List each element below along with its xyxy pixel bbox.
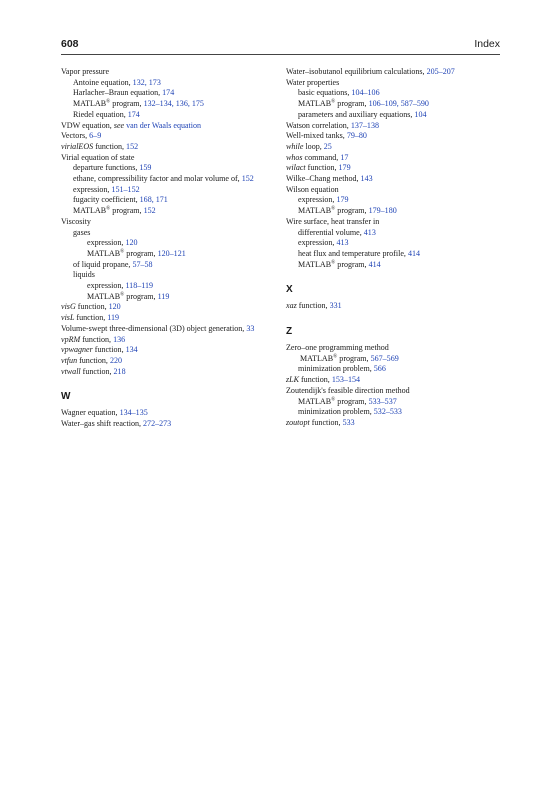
index-subentry (61, 292, 281, 303)
index-entry (61, 356, 281, 367)
entry-term-suffix: function, (75, 302, 109, 312)
page-reference-link[interactable]: 414 (368, 259, 381, 269)
index-subentry (286, 88, 506, 99)
index-subentry (286, 260, 506, 271)
entry-term-suffix: function, (80, 366, 114, 376)
entry-term-suffix: program, (110, 99, 144, 109)
entry-term: Wilson equation (286, 184, 339, 194)
index-subentry (286, 364, 506, 375)
index-entry (286, 386, 506, 397)
registered-mark: ® (120, 291, 125, 298)
entry-term-suffix: program, (335, 206, 369, 216)
entry-term: VDW equation, (61, 120, 114, 130)
entry-term: MATLAB (298, 99, 332, 109)
page-reference-link[interactable]: 152 (126, 141, 139, 151)
index-subentry (286, 110, 506, 121)
index-subentry (61, 185, 281, 196)
page-reference-link[interactable]: 220 (109, 355, 123, 365)
entry-term: xaz (286, 301, 297, 311)
running-header (61, 38, 500, 54)
entry-term-suffix: function, (305, 163, 339, 173)
index-entry (61, 121, 281, 132)
entry-term: visL (61, 313, 75, 323)
page-reference-link[interactable]: 533 (342, 417, 355, 427)
page-reference-link[interactable]: 119 (157, 291, 170, 301)
page-reference-link[interactable]: 137–138 (350, 120, 379, 130)
registered-mark: ® (106, 205, 111, 212)
page-reference-link[interactable]: 174 (162, 88, 175, 98)
entry-term: ethane, compressibility factor and molar volume of, (73, 174, 242, 184)
index-letter-heading: Z (286, 326, 293, 338)
page-reference-link[interactable]: 218 (113, 366, 126, 376)
entry-term-suffix: program, (110, 206, 144, 216)
page-reference-link[interactable]: 118–119 (125, 281, 154, 291)
index-subentry (286, 238, 506, 249)
entry-term: visG (61, 302, 76, 312)
entry-term-suffix: function, (296, 301, 330, 311)
entry-term: Vectors, (61, 131, 90, 141)
page-reference-link[interactable]: 272–273 (143, 419, 172, 429)
entry-term-suffix: function, (309, 417, 343, 427)
entry-term: Zero–one programming method (286, 343, 389, 353)
page-reference-link[interactable]: 57–58 (132, 259, 153, 269)
page-reference-link[interactable]: 153–154 (331, 375, 361, 385)
page-reference-link[interactable]: 179 (338, 163, 351, 173)
entry-term: minimization problem, (298, 407, 374, 417)
entry-term-suffix: program, (124, 248, 158, 258)
index-entry (286, 185, 506, 196)
entry-term: differential volume, (298, 227, 364, 237)
page-reference-link[interactable]: 331 (329, 301, 342, 311)
index-subentry (286, 397, 506, 408)
index-subentry (286, 99, 506, 110)
registered-mark: ® (120, 248, 125, 255)
entry-term: expression, (73, 184, 112, 194)
entry-term: MATLAB (298, 396, 332, 406)
index-subentry (286, 407, 506, 418)
page-reference-link[interactable]: 136 (113, 334, 126, 344)
entry-term: MATLAB (87, 291, 121, 301)
index-entry (61, 131, 281, 142)
entry-term-suffix: program, (337, 353, 371, 363)
page-reference-link[interactable]: 25 (323, 141, 332, 151)
page-reference-link[interactable]: 104–106 (351, 88, 380, 98)
index-subentry (61, 238, 281, 249)
entry-term-suffix: program, (335, 99, 369, 109)
entry-term: fugacity coefficient, (73, 195, 140, 205)
index-entry (61, 345, 281, 356)
index-letter-heading: X (286, 284, 293, 296)
index-subentry (61, 110, 281, 121)
page-reference-link[interactable]: 120 (108, 302, 121, 312)
page-reference-link[interactable]: 152 (143, 206, 156, 216)
entry-term: Zoutendijk's feasible direction method (286, 385, 410, 395)
entry-term-suffix: function, (298, 375, 332, 385)
entry-term: vtwall (61, 366, 81, 376)
index-subentry (286, 354, 506, 365)
index-entry (61, 313, 281, 324)
page-reference-link[interactable]: 152 (241, 174, 254, 184)
entry-term: Water properties (286, 77, 340, 87)
index-entry (286, 217, 506, 228)
page-reference-link[interactable]: 17 (340, 152, 349, 162)
index-entry (286, 121, 506, 132)
entry-term: MATLAB (298, 206, 332, 216)
page-reference-link[interactable]: 532–533 (373, 407, 402, 417)
entry-term: MATLAB (87, 248, 121, 258)
entry-term: whos (286, 152, 303, 162)
page-reference-link[interactable]: 151–152 (111, 184, 140, 194)
page-reference-link[interactable]: 134 (125, 345, 138, 355)
index-subentry (61, 195, 281, 206)
index-entry (61, 67, 281, 78)
page-reference-link[interactable]: 567–569 (370, 353, 399, 363)
index-entry (286, 153, 506, 164)
page-number: 608 (61, 38, 79, 50)
entry-term: Harlacher–Braun equation, (73, 88, 163, 98)
entry-term-suffix: program, (124, 291, 158, 301)
entry-term-suffix: program, (335, 396, 369, 406)
page-reference-link[interactable]: 119 (107, 313, 120, 323)
index-subentry (61, 270, 281, 281)
entry-term: vpRM (61, 334, 81, 344)
index-subentry (61, 163, 281, 174)
entry-term: liquids (73, 270, 95, 280)
index-subentry (61, 249, 281, 260)
page-reference-link[interactable]: 566 (373, 364, 386, 374)
index-entry (286, 131, 506, 142)
registered-mark: ® (331, 258, 336, 265)
entry-term: Well-mixed tanks, (286, 131, 347, 141)
page-reference-link[interactable]: 179 (336, 195, 349, 205)
index-entry (61, 408, 281, 419)
section-title: Index (474, 38, 500, 50)
entry-term: parameters and auxiliary equations, (298, 109, 415, 119)
entry-term: MATLAB (298, 259, 332, 269)
entry-term: Virial equation of state (61, 152, 135, 162)
index-column-right (286, 67, 506, 429)
index-entry (61, 367, 281, 378)
entry-term: Wilke–Chang method, (286, 174, 361, 184)
entry-term-suffix: function, (80, 334, 114, 344)
index-entry (286, 301, 506, 312)
page-reference-link[interactable]: 143 (360, 174, 373, 184)
entry-term-suffix: command, (302, 152, 341, 162)
entry-term: Viscosity (61, 216, 91, 226)
entry-term: expression, (298, 195, 337, 205)
page-reference-link[interactable]: 6–9 (89, 131, 102, 141)
page-reference-link[interactable]: 120 (125, 238, 138, 248)
entry-term: departure functions, (73, 163, 140, 173)
page-reference-link[interactable]: 413 (363, 227, 376, 237)
entry-term: zLK (286, 375, 299, 385)
entry-term-suffix: function, (93, 141, 127, 151)
index-subentry (286, 249, 506, 260)
entry-term: expression, (87, 238, 126, 248)
entry-term: Vapor pressure (61, 67, 110, 76)
entry-term: virialEOS (61, 141, 94, 151)
index-subentry (286, 206, 506, 217)
entry-term: zoutopt (286, 417, 310, 427)
entry-term: basic equations, (298, 88, 352, 98)
index-subentry (61, 174, 281, 185)
entry-term-suffix: program, (335, 259, 369, 269)
page-reference-link[interactable]: 413 (336, 238, 349, 248)
page-reference-link[interactable]: van der Waals equation (126, 120, 202, 130)
index-column-left (61, 67, 281, 430)
index-entry (286, 78, 506, 89)
index-entry (61, 335, 281, 346)
index-entry (61, 419, 281, 430)
page-reference-link[interactable]: 414 (407, 248, 421, 258)
entry-term: Antoine equation, (73, 77, 133, 87)
page-reference-link[interactable]: 168, 171 (139, 195, 168, 205)
entry-term: Water–isobutanol equilibrium calculations, (286, 67, 427, 76)
entry-term: gases (73, 227, 91, 237)
index-entry (286, 142, 506, 153)
index-entry (286, 418, 506, 429)
index-subentry (286, 228, 506, 239)
index-entry (61, 217, 281, 228)
index-entry (61, 302, 281, 313)
entry-term: minimization problem, (298, 364, 374, 374)
index-subentry (61, 88, 281, 99)
index-entry (286, 163, 506, 174)
entry-term: heat flux and temperature profile, (298, 248, 408, 258)
index-entry (286, 67, 506, 78)
page-reference-link[interactable]: 33 (246, 323, 255, 333)
entry-term: expression, (298, 238, 337, 248)
entry-term: vpwagner (61, 345, 93, 355)
entry-term: Volume-swept three-dimensional (3D) object generation, (61, 323, 247, 333)
entry-term-suffix: function, (77, 355, 110, 365)
entry-term: of liquid propane, (73, 259, 133, 269)
registered-mark: ® (331, 205, 336, 212)
index-entry (286, 174, 506, 185)
entry-term: Riedel equation, (73, 109, 128, 119)
page-reference-link[interactable]: 106–109, 587–590 (368, 99, 429, 109)
index-entry (61, 142, 281, 153)
entry-term: while (286, 141, 304, 151)
entry-term: MATLAB (300, 353, 334, 363)
index-letter-heading: W (61, 391, 71, 403)
entry-term: vtfun (61, 355, 78, 365)
registered-mark: ® (331, 395, 336, 402)
entry-term: Wagner equation, (61, 408, 120, 418)
index-subentry (61, 78, 281, 89)
index-subentry (61, 260, 281, 271)
registered-mark: ® (331, 98, 336, 105)
page-reference-link[interactable]: 132, 173 (132, 77, 161, 87)
page-reference-link[interactable]: 174 (127, 109, 140, 119)
page-reference-link[interactable]: 132–134, 136, 175 (143, 99, 204, 109)
page-reference-link[interactable]: 134–135 (119, 408, 148, 418)
see-reference: see (113, 120, 127, 130)
entry-term: Watson correlation, (286, 120, 351, 130)
entry-term: MATLAB (73, 206, 107, 216)
index-subentry (61, 228, 281, 239)
index-entry (286, 343, 506, 354)
index-entry (61, 153, 281, 164)
page-reference-link[interactable]: 120–121 (157, 248, 186, 258)
index-subentry (61, 281, 281, 292)
page-reference-link[interactable]: 159 (139, 163, 152, 173)
page-reference-link[interactable]: 104 (414, 109, 427, 119)
index-subentry (61, 99, 281, 110)
index-subentry (61, 206, 281, 217)
index-entry (286, 375, 506, 386)
index-entry (61, 324, 281, 335)
entry-term: wilact (286, 163, 306, 173)
registered-mark: ® (333, 353, 338, 360)
page-reference-link[interactable]: 79–80 (346, 131, 367, 141)
entry-term-suffix: function, (74, 313, 108, 323)
page-reference-link[interactable]: 205–207 (426, 67, 455, 76)
page-reference-link[interactable]: 179–180 (368, 206, 397, 216)
entry-term: Wire surface, heat transfer in (286, 216, 380, 226)
entry-term: MATLAB (73, 99, 107, 109)
page-reference-link[interactable]: 533–537 (368, 396, 397, 406)
header-rule (61, 54, 500, 55)
index-subentry (286, 195, 506, 206)
entry-term-suffix: function, (92, 345, 126, 355)
entry-term: expression, (87, 281, 126, 291)
registered-mark: ® (106, 98, 111, 105)
entry-term: Water–gas shift reaction, (61, 419, 144, 429)
entry-term-suffix: loop, (303, 141, 324, 151)
